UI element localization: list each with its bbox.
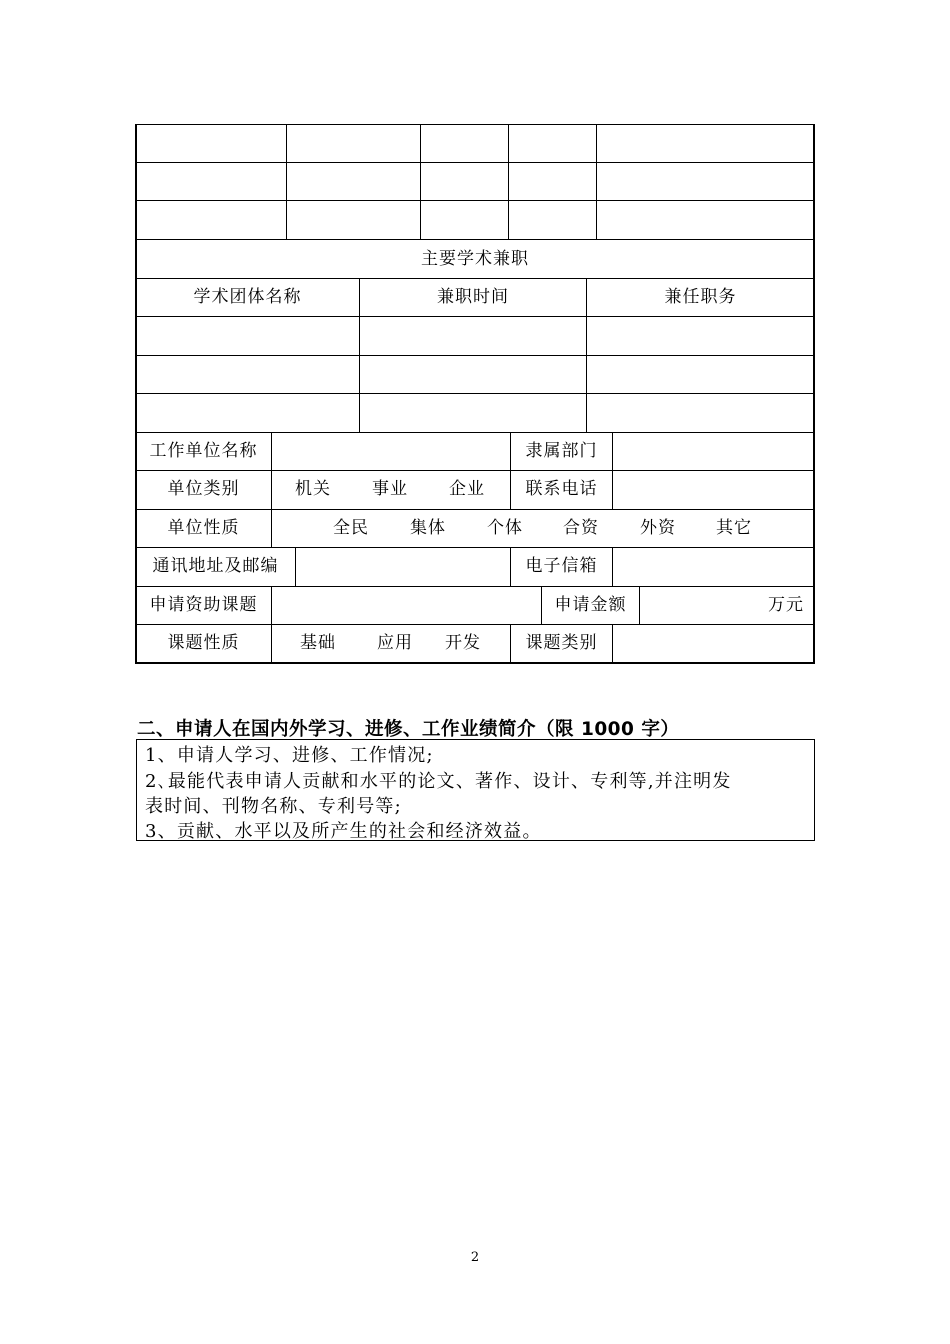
col-line: [271, 432, 272, 509]
department-label: 隶属部门: [525, 441, 598, 461]
intro-line: 表时间、刊物名称、专利号等;: [145, 796, 402, 817]
col-line: [271, 624, 272, 663]
unit-nature-option: 个体: [487, 518, 523, 538]
unit-type-option: 机关: [295, 479, 331, 499]
email-label: 电子信箱: [525, 556, 598, 576]
project-nature-option: 基础: [300, 633, 336, 653]
col-line: [295, 547, 296, 586]
section2-title: 二、申请人在国内外学习、进修、工作业绩简介（限 1000 字）: [137, 719, 680, 740]
intro-line: 2､最能代表申请人贡献和水平的论文、著作、设计、专利等,并注明发: [145, 771, 732, 792]
unit-nature-option: 集体: [410, 518, 446, 538]
intro-line: 3、贡献、水平以及所产生的社会和经济效益。: [145, 821, 542, 842]
unit-nature-option: 其它: [716, 518, 752, 538]
col-line: [612, 547, 613, 586]
col-line: [271, 586, 272, 624]
unit-type-option: 企业: [449, 479, 485, 499]
project-category-label: 课题类别: [525, 633, 598, 653]
row-line: [136, 316, 814, 317]
unit-type-option: 事业: [372, 479, 408, 499]
row-line: [136, 162, 814, 163]
col-line: [286, 124, 287, 239]
unit-nature-label: 单位性质: [167, 518, 240, 538]
row-line: [136, 355, 814, 356]
phone-label: 联系电话: [525, 479, 598, 499]
work-unit-name-label: 工作单位名称: [149, 441, 258, 461]
intro-line: 1、申请人学习、进修、工作情况;: [145, 745, 434, 766]
col-line: [612, 432, 613, 509]
col-line: [271, 509, 272, 547]
amount-label: 申请金额: [554, 595, 627, 615]
row-line: [136, 200, 814, 201]
project-nature-label: 课题性质: [167, 633, 240, 653]
project-nature-option: 开发: [445, 633, 481, 653]
academic-header-time: 兼职时间: [437, 287, 509, 307]
col-line: [508, 124, 509, 239]
col-line: [420, 124, 421, 239]
col-line: [612, 624, 613, 663]
academic-header-position: 兼任职务: [664, 287, 737, 307]
unit-nature-option: 全民: [333, 518, 369, 538]
project-label: 申请资助课题: [149, 595, 258, 615]
academic-section-title: 主要学术兼职: [421, 249, 529, 269]
address-label: 通讯地址及邮编: [152, 556, 279, 576]
project-nature-option: 应用: [377, 633, 413, 653]
unit-type-label: 单位类别: [167, 479, 240, 499]
amount-unit: 万元: [768, 595, 804, 615]
col-line: [639, 586, 640, 624]
page-number: 2: [470, 1250, 480, 1265]
unit-nature-option: 合资: [563, 518, 599, 538]
row-line: [136, 393, 814, 394]
unit-nature-option: 外资: [640, 518, 676, 538]
col-line: [596, 124, 597, 239]
academic-header-org: 学术团体名称: [193, 287, 302, 307]
